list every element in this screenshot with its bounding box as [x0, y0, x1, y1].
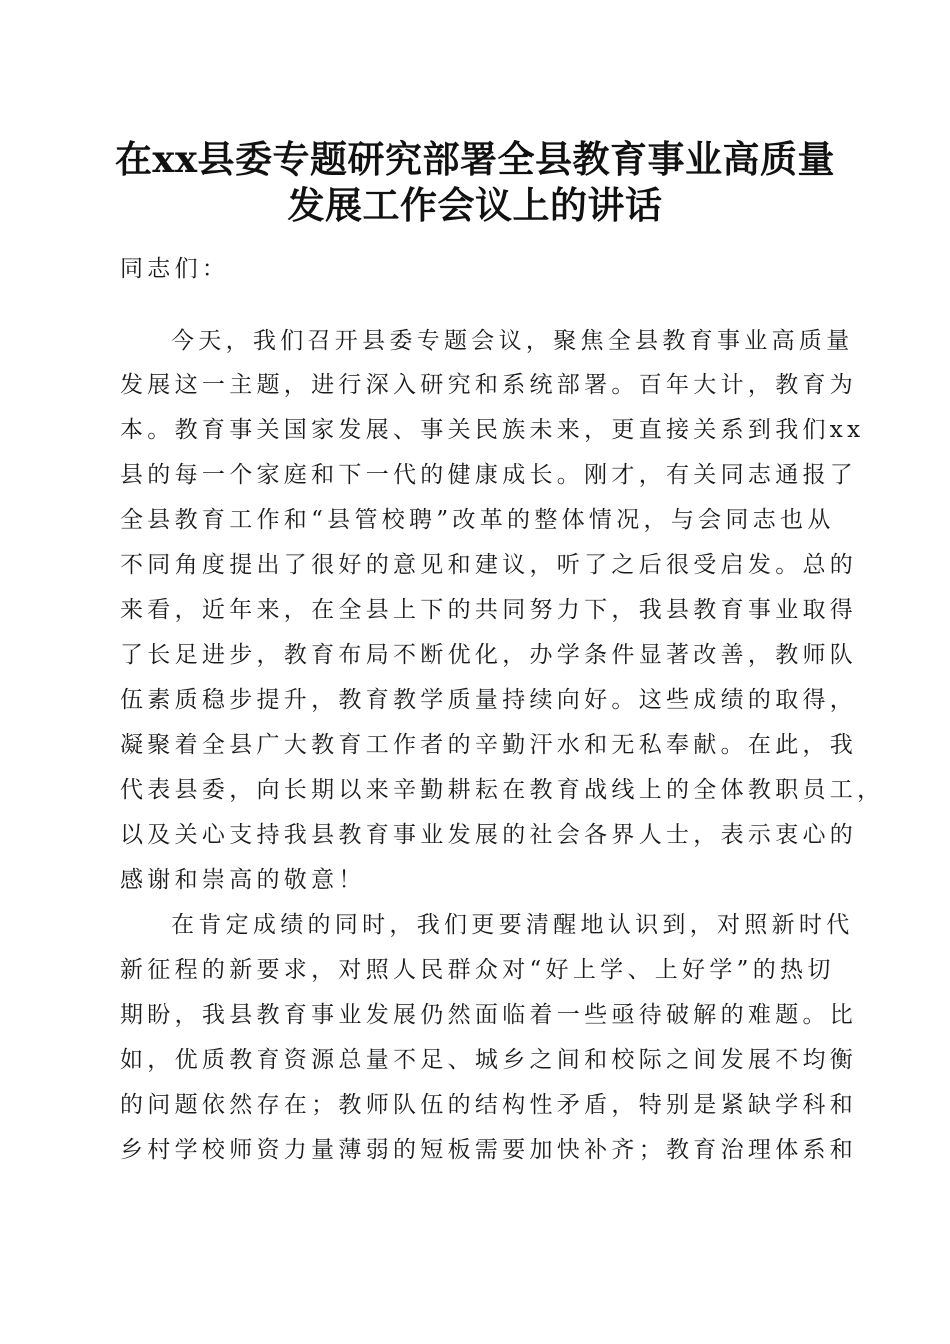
paragraph-line: 的问题依然存在；教师队伍的结构性矛盾，特别是紧缺学科和 — [120, 1092, 858, 1118]
paragraph-line: 代表县委，向长期以来辛勤耕耘在教育战线上的全体教职员工， — [120, 777, 885, 803]
salutation: 同志们： — [120, 256, 230, 282]
paragraph-line: 乡村学校师资力量薄弱的短板需要加快补齐；教育治理体系和 — [120, 1137, 858, 1163]
paragraph-line: 全县教育工作和“县管校聘”改革的整体情况，与会同志也从 — [120, 507, 835, 533]
paragraph-line: 县的每一个家庭和下一代的健康成长。刚才，有关同志通报了 — [120, 462, 858, 488]
document-title-line-2: 发展工作会议上的讲话 — [287, 183, 663, 227]
paragraph-line: 了长足进步，教育布局不断优化，办学条件显著改善，教师队 — [120, 642, 858, 668]
paragraph-line: 来看，近年来，在全县上下的共同努力下，我县教育事业取得 — [120, 597, 858, 623]
paragraph-line: 新征程的新要求，对照人民群众对“好上学、上好学”的热切 — [120, 957, 835, 983]
paragraph-line: 伍素质稳步提升，教育教学质量持续向好。这些成绩的取得， — [120, 687, 858, 713]
paragraph-line: 凝聚着全县广大教育工作者的辛勤汗水和无私奉献。在此，我 — [120, 732, 858, 758]
paragraph-line: 在肯定成绩的同时，我们更要清醒地认识到，对照新时代 — [171, 912, 854, 938]
paragraph-line: 感谢和崇高的敬意！ — [120, 867, 366, 893]
document-title-line-1: 在xx县委专题研究部署全县教育事业高质量 — [114, 137, 836, 181]
paragraph-line: 发展这一主题，进行深入研究和系统部署。百年大计，教育为 — [120, 372, 858, 398]
paragraph-line: 今天，我们召开县委专题会议，聚焦全县教育事业高质量 — [171, 328, 854, 354]
paragraph-line: 本。教育事关国家发展、事关民族未来，更直接关系到我们xx — [120, 417, 865, 443]
paragraph-line: 不同角度提出了很好的意见和建议，听了之后很受启发。总的 — [120, 552, 858, 578]
paragraph-line: 期盼，我县教育事业发展仍然面临着一些亟待破解的难题。比 — [120, 1002, 858, 1028]
paragraph-line: 如，优质教育资源总量不足、城乡之间和校际之间发展不均衡 — [120, 1047, 858, 1073]
paragraph-line: 以及关心支持我县教育事业发展的社会各界人士，表示衷心的 — [120, 822, 858, 848]
